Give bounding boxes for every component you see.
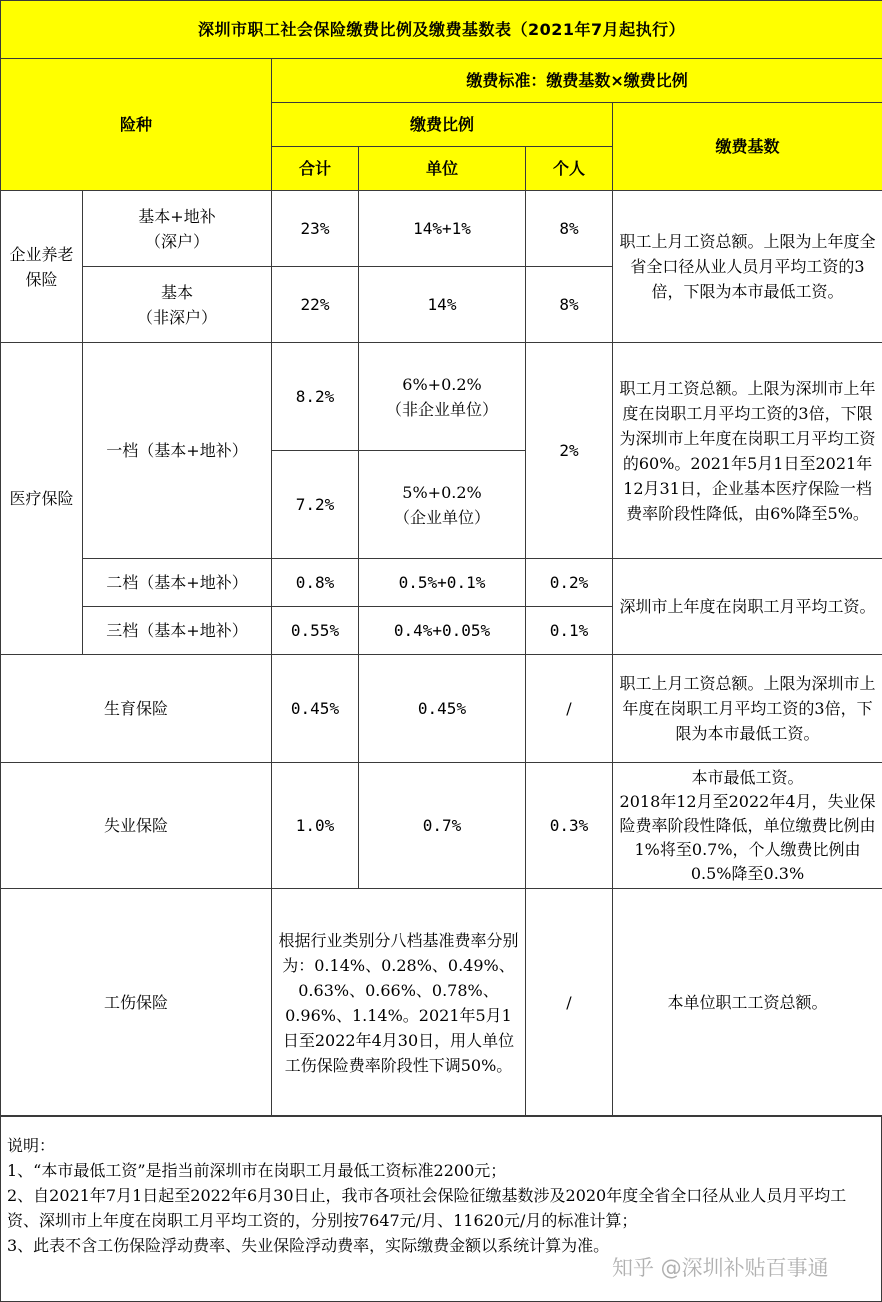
pension-row2-total: 22% [272,267,359,343]
unemployment-base: 本市最低工资。 2018年12月至2022年4月，失业保险费率阶段性降低，单位缴费比例由1%将至0.7%，个人缴费比例由0.5%降至0.3% [613,763,882,889]
note-3: 3、此表不含工伤保险浮动费率、失业保险浮动费率，实际缴费金额以系统计算为准。 [7,1236,610,1255]
insurance-type-header: 险种 [1,59,272,191]
injury-ratio: 根据行业类别分八档基准费率分别为：0.14%、0.28%、0.49%、0.63%、0.66%、0.78%、0.96%、1.14%。2021年5月1日至2022年4月30日，用人单位工伤保险费率阶段性下调50%。 [272,889,526,1117]
pension-name: 企业养老保险 [1,191,83,343]
medical-tier23-base: 深圳市上年度在岗职工月平均工资。 [613,559,882,655]
pension-row1-personal: 8% [526,191,613,267]
base-header: 缴费基数 [613,103,882,191]
maternity-personal: / [526,655,613,763]
watermark: 知乎 @深圳补贴百事通 [612,1256,829,1280]
maternity-employer: 0.45% [359,655,526,763]
medical-tier2-label: 二档（基本+地补） [83,559,272,607]
note-1: 1、“本市最低工资”是指当前深圳市在岗职工月最低工资标准2200元； [7,1161,507,1180]
medical-tier1a-employer: 6%+0.2% （非企业单位） [359,343,526,451]
medical-tier2-personal: 0.2% [526,559,613,607]
medical-tier2-total: 0.8% [272,559,359,607]
injury-name: 工伤保险 [1,889,272,1117]
medical-tier3-employer: 0.4%+0.05% [359,607,526,655]
unemployment-personal: 0.3% [526,763,613,889]
personal-header: 个人 [526,147,613,191]
unemployment-name: 失业保险 [1,763,272,889]
medical-tier1b-total: 7.2% [272,451,359,559]
pension-row1-label: 基本+地补 （深户） [83,191,272,267]
ratio-header: 缴费比例 [272,103,613,147]
medical-tier1-personal: 2% [526,343,613,559]
total-header: 合计 [272,147,359,191]
pension-row2-label: 基本 （非深户） [83,267,272,343]
pension-row1-employer: 14%+1% [359,191,526,267]
pension-row2-personal: 8% [526,267,613,343]
medical-tier1-label: 一档（基本+地补） [83,343,272,559]
standard-header: 缴费标准：缴费基数×缴费比例 [272,59,882,103]
medical-tier1-base: 职工月工资总额。上限为深圳市上年度在岗职工月平均工资的3倍，下限为深圳市上年度在岗职工月平均工资的60%。2021年5月1日至2021年12月31日，企业基本医疗保险一档费率阶段性降低，由6%降至5%。 [613,343,882,559]
medical-tier3-total: 0.55% [272,607,359,655]
medical-tier3-personal: 0.1% [526,607,613,655]
injury-base: 本单位职工工资总额。 [613,889,882,1117]
medical-tier1a-total: 8.2% [272,343,359,451]
maternity-name: 生育保险 [1,655,272,763]
page-title: 深圳市职工社会保险缴费比例及缴费基数表（2021年7月起执行） [1,1,882,59]
pension-row1-total: 23% [272,191,359,267]
pension-base: 职工上月工资总额。上限为上年度全省全口径从业人员月平均工资的3倍，下限为本市最低工资。 [613,191,882,343]
injury-personal: / [526,889,613,1117]
medical-name: 医疗保险 [1,343,83,655]
maternity-base: 职工上月工资总额。上限为深圳市上年度在岗职工月平均工资的3倍，下限为本市最低工资。 [613,655,882,763]
medical-tier3-label: 三档（基本+地补） [83,607,272,655]
maternity-total: 0.45% [272,655,359,763]
notes-heading: 说明： [7,1136,56,1155]
unemployment-total: 1.0% [272,763,359,889]
medical-tier1b-employer: 5%+0.2% （企业单位） [359,451,526,559]
unemployment-employer: 0.7% [359,763,526,889]
medical-tier2-employer: 0.5%+0.1% [359,559,526,607]
pension-row2-employer: 14% [359,267,526,343]
employer-header: 单位 [359,147,526,191]
note-2: 2、自2021年7月1日起至2022年6月30日止，我市各项社会保险征缴基数涉及2020年度全省全口径从业人员月平均工资、深圳市上年度在岗职工月平均工资的，分别按7647元/月、11620元/月的标准计算； [7,1186,847,1230]
